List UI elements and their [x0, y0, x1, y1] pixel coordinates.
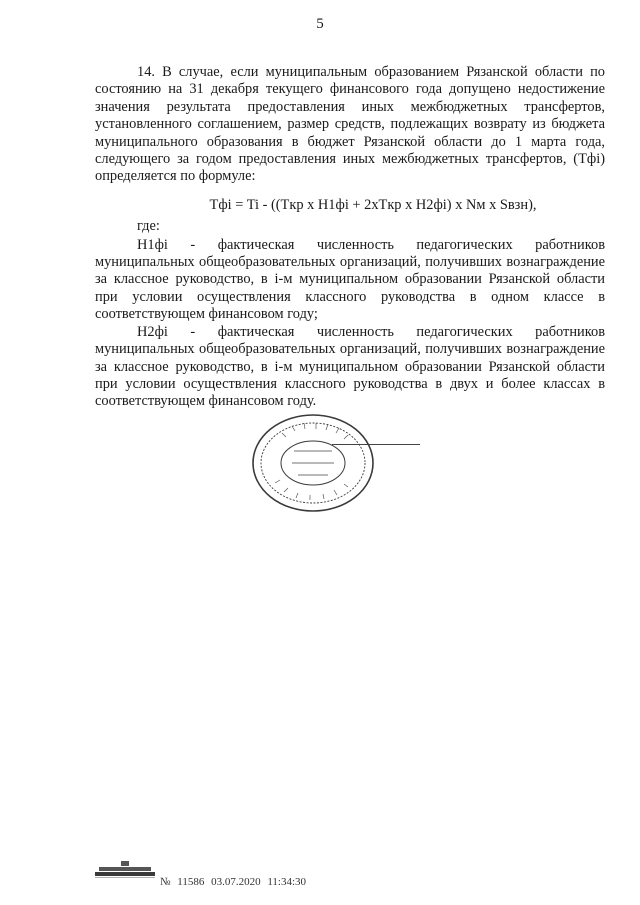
registration-stamp	[160, 876, 310, 888]
page-number: 5	[316, 16, 324, 32]
formula: Tфi = Ti - ((Tкр x H1фi + 2xTкр x H2фi) x Nм x Sвзн),	[209, 196, 537, 213]
paragraph-14: 14. В случае, если муниципальным образованием Рязанской области по состоянию на 31 декабря текущего финансового года допущено недостижение значения результата предоставления иных межбюджетных трансфертов, установленного соглашением, размер средств, подлежащих возврату из бюджета муниципального образования в бюджет Рязанской области до 1 марта года, следующего за годом предоставления иных межбюджетных трансфертов, (Tфi) определяется по формуле:	[95, 64, 605, 185]
document-body	[95, 64, 605, 411]
registration-time: 11:34:30	[267, 876, 307, 888]
where-label: где:	[137, 218, 160, 235]
definition-h1: H1фi - фактическая численность педагогических работников муниципальных общеобразовательных организаций, получивших вознаграждение за классное руководство, в i-м муниципальном образовании Рязанской области при условии осуществления классного руководства в одном классе в соответствующем финансовом году;	[95, 236, 605, 323]
registration-number: 11586	[177, 876, 205, 888]
registration-date: 03.07.2020	[211, 876, 261, 888]
number-symbol: №	[160, 876, 171, 888]
government-logo	[93, 858, 157, 878]
office-stamp	[248, 411, 378, 515]
definition-h2: H2фi - фактическая численность педагогических работников муниципальных общеобразовательных организаций, получивших вознаграждение за классное руководство, в i-м муниципальном образовании Рязанской области при условии осуществления классного руководства в двух и более классах в соответствующем финансовом году.	[95, 323, 605, 410]
